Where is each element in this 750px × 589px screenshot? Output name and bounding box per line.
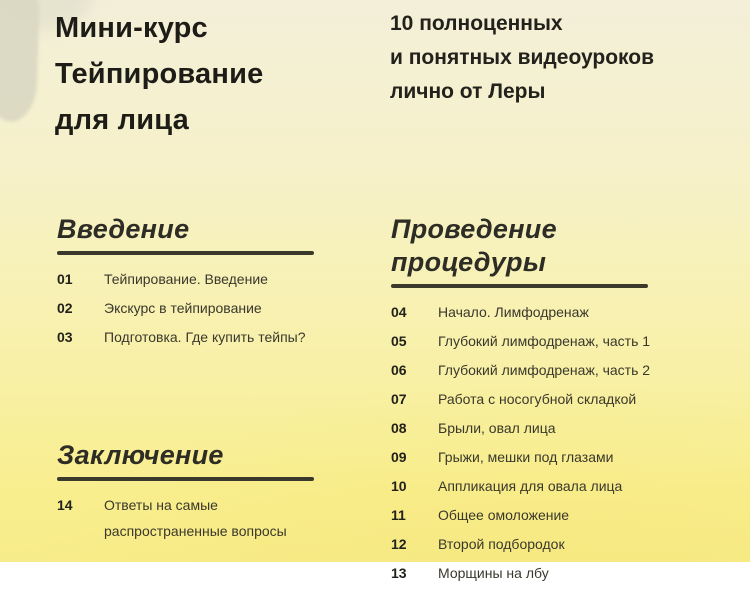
section-divider bbox=[391, 284, 648, 288]
course-subtitle bbox=[390, 7, 654, 109]
lesson-title: Аппликация для овала лица bbox=[438, 478, 623, 494]
section-intro-title: Введение bbox=[57, 214, 190, 244]
section-procedure-title: Проведение процедуры bbox=[391, 214, 557, 277]
lesson-title: Общее омоложение bbox=[438, 507, 570, 523]
lesson-number: 02 bbox=[57, 300, 73, 316]
lesson-title: Морщины на лбу bbox=[438, 565, 549, 581]
lesson-row bbox=[57, 266, 332, 292]
lesson-number: 14 bbox=[57, 497, 73, 513]
section-procedure bbox=[391, 213, 711, 589]
lesson-title: Начало. Лимфодренаж bbox=[438, 304, 589, 320]
course-subtitle-line: и понятных видеоуроков bbox=[390, 46, 655, 69]
section-divider bbox=[57, 477, 314, 481]
lesson-number: 12 bbox=[391, 536, 407, 552]
page-title-line: для лица bbox=[55, 104, 189, 136]
lesson-number: 05 bbox=[391, 333, 407, 349]
lesson-number: 09 bbox=[391, 449, 407, 465]
lesson-number: 07 bbox=[391, 391, 407, 407]
lesson-title: Грыжи, мешки под глазами bbox=[438, 449, 614, 465]
lesson-row bbox=[391, 560, 711, 586]
section-conclusion bbox=[57, 439, 332, 547]
lesson-title: Экскурс в тейпирование bbox=[104, 300, 262, 316]
lesson-list-procedure bbox=[391, 299, 711, 586]
lesson-row bbox=[391, 415, 711, 441]
lesson-row bbox=[391, 531, 711, 557]
lesson-number: 01 bbox=[57, 271, 73, 287]
lesson-row bbox=[57, 295, 332, 321]
lesson-number: 08 bbox=[391, 420, 407, 436]
course-subtitle-line: лично от Леры bbox=[390, 80, 546, 103]
lesson-row bbox=[57, 492, 332, 544]
lesson-title: Глубокий лимфодренаж, часть 1 bbox=[438, 333, 651, 349]
page-title-line: Мини-курс bbox=[55, 12, 208, 44]
lesson-row bbox=[391, 444, 711, 470]
lesson-list-conclusion bbox=[57, 492, 332, 544]
lesson-title: Тейпирование. Введение bbox=[104, 271, 268, 287]
lesson-title: Глубокий лимфодренаж, часть 2 bbox=[438, 362, 651, 378]
lesson-row bbox=[391, 357, 711, 383]
lesson-list-intro bbox=[57, 266, 332, 350]
background-drip-smudge bbox=[0, 0, 40, 123]
lesson-row bbox=[391, 473, 711, 499]
page-title-line: Тейпирование bbox=[55, 58, 264, 90]
section-conclusion-title: Заключение bbox=[57, 440, 224, 470]
lesson-number: 10 bbox=[391, 478, 407, 494]
lesson-title: Подготовка. Где купить тейпы? bbox=[104, 329, 306, 345]
lesson-title: Брыли, овал лица bbox=[438, 420, 556, 436]
course-subtitle-line: 10 полноценных bbox=[390, 12, 563, 35]
section-divider bbox=[57, 251, 314, 255]
lesson-row bbox=[391, 386, 711, 412]
lesson-number: 04 bbox=[391, 304, 407, 320]
lesson-title: Ответы на самые распространенные вопросы bbox=[104, 497, 287, 539]
lesson-title: Второй подбородок bbox=[438, 536, 565, 552]
lesson-row bbox=[391, 502, 711, 528]
lesson-row bbox=[391, 328, 711, 354]
section-intro bbox=[57, 213, 332, 353]
lesson-number: 03 bbox=[57, 329, 73, 345]
lesson-row bbox=[391, 299, 711, 325]
lesson-title: Работа с носогубной складкой bbox=[438, 391, 637, 407]
lesson-number: 06 bbox=[391, 362, 407, 378]
lesson-number: 13 bbox=[391, 565, 407, 581]
lesson-row bbox=[57, 324, 332, 350]
lesson-number: 11 bbox=[391, 507, 406, 523]
page-title bbox=[55, 5, 263, 143]
